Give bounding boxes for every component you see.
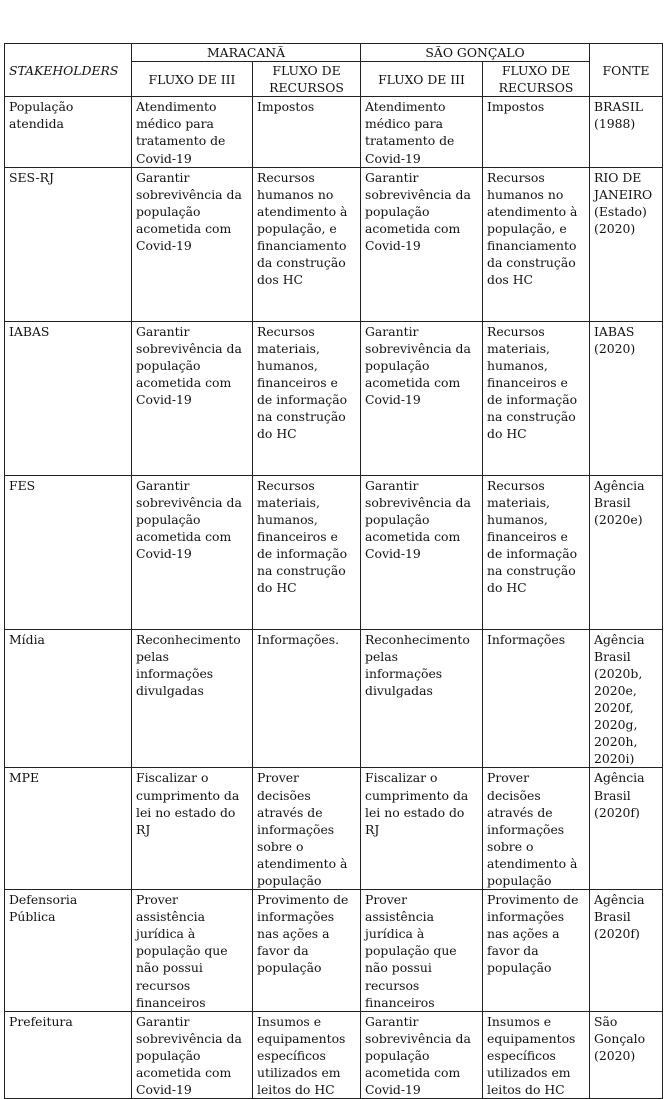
header-maracana-fluxo-recursos: FLUXO DE RECURSOS [253, 62, 361, 97]
sao-goncalo-recursos-cell: Recursos humanos no atendimento à população, e financiamento da construção dos HC [483, 167, 590, 321]
stakeholder-cell: População atendida [5, 97, 132, 167]
fonte-cell: Agência Brasil (2020f) [590, 890, 663, 1012]
table-row [5, 629, 663, 768]
table-row [5, 768, 663, 890]
table-row [5, 167, 663, 321]
maracana-iii-cell: Garantir sobrevivência da população acometida com Covid-19 [132, 475, 253, 629]
sao-goncalo-iii-cell: Garantir sobrevivência da população acometida com Covid-19 [361, 167, 483, 321]
table-row [5, 1011, 663, 1098]
maracana-recursos-cell: Insumos e equipamentos específicos utilizados em leitos do HC [253, 1011, 361, 1098]
table-row [5, 475, 663, 629]
header-stakeholders: STAKEHOLDERS [5, 44, 132, 97]
sao-goncalo-recursos-cell: Provimento de informações nas ações a favor da população [483, 890, 590, 1012]
fonte-cell: BRASIL (1988) [590, 97, 663, 167]
stakeholder-cell: FES [5, 475, 132, 629]
stakeholders-table [4, 43, 663, 1099]
stakeholder-cell: Prefeitura [5, 1011, 132, 1098]
header-fonte: FONTE [590, 44, 663, 97]
sao-goncalo-recursos-cell: Recursos materiais, humanos, financeiros e de informação na construção do HC [483, 321, 590, 475]
fonte-cell: Agência Brasil (2020b, 2020e, 2020f, 2020g, 2020h, 2020i) [590, 629, 663, 768]
maracana-iii-cell: Atendimento médico para tratamento de Covid-19 [132, 97, 253, 167]
header-sao-goncalo: SÃO GONÇALO [361, 44, 590, 62]
maracana-iii-cell: Garantir sobrevivência da população acometida com Covid-19 [132, 167, 253, 321]
sao-goncalo-iii-cell: Fiscalizar o cumprimento da lei no estado do RJ [361, 768, 483, 890]
maracana-iii-cell: Garantir sobrevivência da população acometida com Covid-19 [132, 1011, 253, 1098]
table-row [5, 97, 663, 167]
fonte-cell: RIO DE JANEIRO (Estado) (2020) [590, 167, 663, 321]
fonte-cell: IABAS (2020) [590, 321, 663, 475]
header-sao-goncalo-fluxo-iii: FLUXO DE III [361, 62, 483, 97]
stakeholder-cell: MPE [5, 768, 132, 890]
sao-goncalo-iii-cell: Garantir sobrevivência da população acometida com Covid-19 [361, 321, 483, 475]
maracana-recursos-cell: Impostos [253, 97, 361, 167]
maracana-recursos-cell: Recursos materiais, humanos, financeiros e de informação na construção do HC [253, 475, 361, 629]
maracana-iii-cell: Reconhecimento pelas informações divulgadas [132, 629, 253, 768]
sao-goncalo-iii-cell: Atendimento médico para tratamento de Covid-19 [361, 97, 483, 167]
stakeholder-cell: Defensoria Pública [5, 890, 132, 1012]
fonte-cell: Agência Brasil (2020f) [590, 768, 663, 890]
sao-goncalo-recursos-cell: Impostos [483, 97, 590, 167]
maracana-recursos-cell: Recursos humanos no atendimento à população, e financiamento da construção dos HC [253, 167, 361, 321]
sao-goncalo-recursos-cell: Prover decisões através de informações sobre o atendimento à população [483, 768, 590, 890]
maracana-recursos-cell: Recursos materiais, humanos, financeiros e de informação na construção do HC [253, 321, 361, 475]
sao-goncalo-recursos-cell: Recursos materiais, humanos, financeiros e de informação na construção do HC [483, 475, 590, 629]
fonte-cell: São Gonçalo (2020) [590, 1011, 663, 1098]
sao-goncalo-recursos-cell: Insumos e equipamentos específicos utilizados em leitos do HC [483, 1011, 590, 1098]
maracana-recursos-cell: Prover decisões através de informações sobre o atendimento à população [253, 768, 361, 890]
maracana-iii-cell: Prover assistência jurídica à população que não possui recursos financeiros [132, 890, 253, 1012]
sao-goncalo-iii-cell: Garantir sobrevivência da população acometida com Covid-19 [361, 1011, 483, 1098]
sao-goncalo-iii-cell: Reconhecimento pelas informações divulgadas [361, 629, 483, 768]
maracana-iii-cell: Garantir sobrevivência da população acometida com Covid-19 [132, 321, 253, 475]
stakeholder-cell: SES-RJ [5, 167, 132, 321]
stakeholder-cell: Mídia [5, 629, 132, 768]
header-sao-goncalo-fluxo-recursos: FLUXO DE RECURSOS [483, 62, 590, 97]
stakeholder-cell: IABAS [5, 321, 132, 475]
header-maracana: MARACANÃ [132, 44, 361, 62]
sao-goncalo-iii-cell: Prover assistência jurídica à população que não possui recursos financeiros [361, 890, 483, 1012]
header-row-top [5, 44, 663, 62]
maracana-recursos-cell: Provimento de informações nas ações a favor da população [253, 890, 361, 1012]
sao-goncalo-iii-cell: Garantir sobrevivência da população acometida com Covid-19 [361, 475, 483, 629]
maracana-iii-cell: Fiscalizar o cumprimento da lei no estado do RJ [132, 768, 253, 890]
table-row [5, 890, 663, 1012]
sao-goncalo-recursos-cell: Informações [483, 629, 590, 768]
fonte-cell: Agência Brasil (2020e) [590, 475, 663, 629]
header-maracana-fluxo-iii: FLUXO DE III [132, 62, 253, 97]
maracana-recursos-cell: Informações. [253, 629, 361, 768]
table-row [5, 321, 663, 475]
